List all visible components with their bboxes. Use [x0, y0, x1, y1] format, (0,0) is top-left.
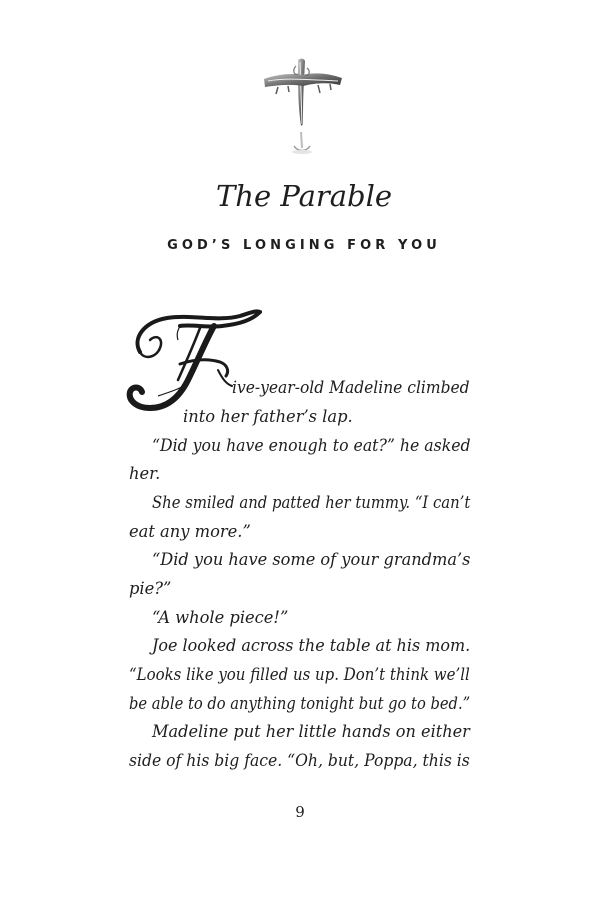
- page-number: 9: [295, 803, 305, 821]
- body-line: “Looks like you filled us up. Don’t think we’ll: [129, 665, 470, 684]
- body-line: Madeline put her little hands on either: [152, 722, 470, 741]
- body-line: ive-year-old Madeline climbed: [232, 378, 470, 397]
- drop-cap-letter-f: [122, 300, 262, 418]
- body-line: She smiled and patted her tummy. “I can’t: [152, 493, 471, 512]
- body-line: “Did you have some of your grandma’s: [152, 550, 471, 569]
- body-line: “A whole piece!”: [152, 608, 289, 627]
- body-line: eat any more.”: [129, 522, 251, 541]
- body-line: side of his big face. “Oh, but, Poppa, this is: [129, 751, 470, 770]
- body-line: “Did you have enough to eat?” he asked: [152, 436, 471, 455]
- chapter-title: The Parable: [215, 179, 393, 213]
- body-line: be able to do anything tonight but go to bed.”: [129, 694, 471, 713]
- body-line: into her father’s lap.: [183, 407, 353, 426]
- body-line: her.: [129, 464, 161, 483]
- body-line: pie?”: [129, 579, 172, 598]
- body-line: Joe looked across the table at his mom.: [152, 636, 471, 655]
- cross-ornament-icon: [258, 52, 346, 160]
- chapter-subtitle: GOD’S LONGING FOR YOU: [167, 238, 441, 253]
